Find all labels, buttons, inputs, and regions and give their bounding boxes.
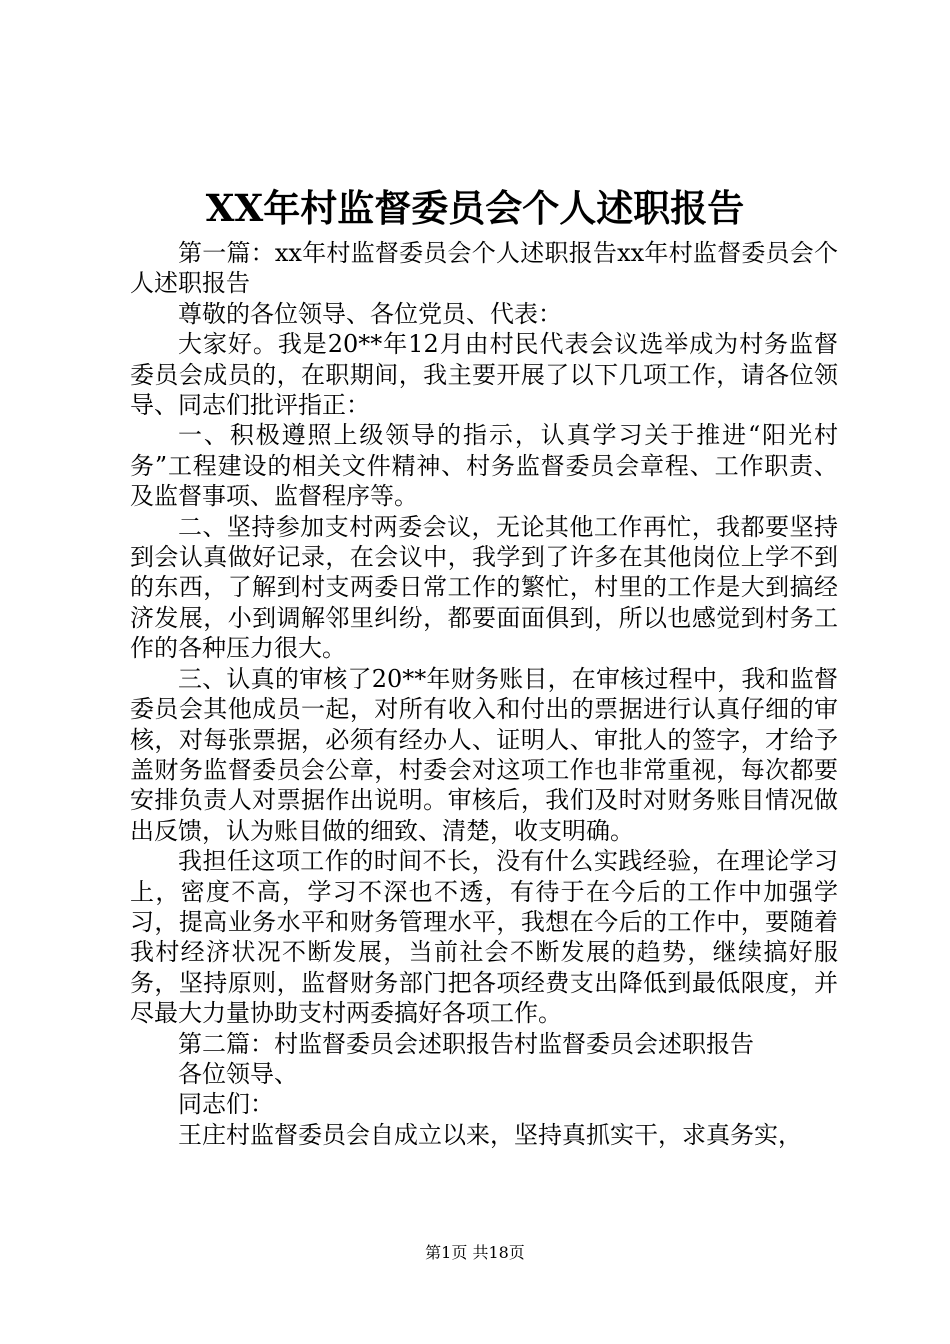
document-body [130,238,838,1150]
paragraph-part-two-heading: 第二篇：村监督委员会述职报告村监督委员会述职报告 [178,1029,754,1058]
paragraph-salutation: 尊敬的各位领导、各位党员、代表： [178,299,562,328]
paragraph-intro: 大家好。我是20**年12月由村民代表会议选举成为村务监督委员会成员的，在职期间，我主要开展了以下几项工作，请各位领导、同志们批评指正： [130,330,838,420]
paragraph-summary: 我担任这项工作的时间不长，没有什么实践经验，在理论学习上，密度不高，学习不深也不透，有待于在今后的工作中加强学习，提高业务水平和财务管理水平，我想在今后的工作中，要随着我村经济状况不断发展，当前社会不断发展的趋势，继续搞好服务，坚持原则，监督财务部门把各项经费支出降低到最低限度，并尽最大力量协助支村两委搞好各项工作。 [130,847,838,1028]
paragraph-greeting-line-one: 各位领导、 [178,1059,298,1088]
page-footer: 第1页 共18页 [425,1243,525,1262]
paragraph-item-three: 三、认真的审核了20**年财务账目，在审核过程中，我和监督委员会其他成员一起，对所有收入和付出的票据进行认真仔细的审核，对每张票据，必须有经办人、证明人、审批人的签字，才给予盖财务监督委员会公章，村委会对这项工作也非常重视，每次都要安排负责人对票据作出说明。审核后，我们及时对财务账目情况做出反馈，认为账目做的细致、清楚，收支明确。 [130,664,838,845]
paragraph-part-two-body: 王庄村监督委员会自成立以来，坚持真抓实干，求真务实， [178,1120,802,1149]
paragraph-greeting-line-two: 同志们： [178,1090,274,1119]
paragraph-item-two: 二、坚持参加支村两委会议，无论其他工作再忙，我都要坚持到会认真做好记录，在会议中，我学到了许多在其他岗位上学不到的东西，了解到村支两委日常工作的繁忙，村里的工作是大到搞经济发展，小到调解邻里纠纷，都要面面俱到，所以也感觉到村务工作的各种压力很大。 [130,512,838,663]
paragraph-item-one: 一、积极遵照上级领导的指示，认真学习关于推进“阳光村务”工程建设的相关文件精神、村务监督委员会章程、工作职责、及监督事项、监督程序等。 [130,421,838,511]
document-title: XX年村监督委员会个人述职报告 [205,186,745,230]
paragraph-part-one-heading: 第一篇：xx年村监督委员会个人述职报告xx年村监督委员会个人述职报告 [130,239,838,298]
